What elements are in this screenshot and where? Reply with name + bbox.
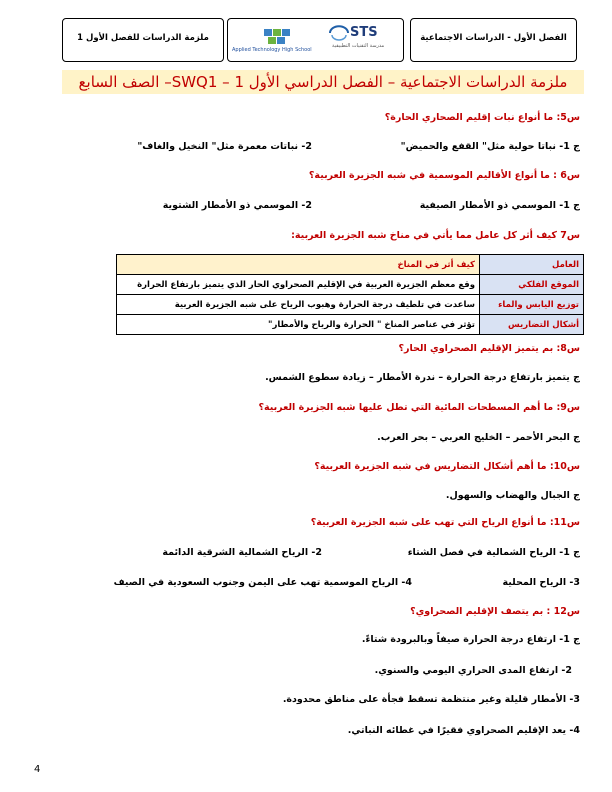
table-header-effect: كيف أثر في المناخ bbox=[117, 255, 480, 275]
question-10: س10: ما أهم أشكال التضاريس في شبه الجزيرة العربية؟ bbox=[314, 461, 580, 472]
logo-blocks-icon bbox=[258, 27, 306, 45]
answer-9: ج البحر الأحمر – الخليج العربي – بحر العرب. bbox=[377, 432, 580, 443]
table-cell-factor: أشكال التضاريس bbox=[480, 315, 584, 335]
school-logo-icon bbox=[258, 27, 306, 45]
table-row bbox=[117, 315, 584, 335]
table-header-row bbox=[117, 255, 584, 275]
page-number: 4 bbox=[34, 764, 41, 775]
table-cell-factor: الموقع الفلكي bbox=[480, 275, 584, 295]
question-11: س11: ما أنواع الرياح التي تهب على شبه الجزيرة العربية؟ bbox=[310, 517, 580, 528]
answer-11-1: ج 1- الرياح الشمالية في فصل الشتاء bbox=[407, 547, 580, 558]
document-title-banner: ملزمة الدراسات الاجتماعية – الفصل الدراسي الأول 1 – SWQ1– الصف السابع bbox=[62, 70, 584, 94]
answer-12-3: 3- الأمطار قليلة وغير منتظمة تسقط فجأة على مناطق محدودة. bbox=[282, 694, 580, 705]
answer-11-2: 2- الرياح الشمالية الشرقية الدائمة bbox=[162, 547, 322, 558]
answer-5-2: 2- نباتات معمرة مثل" النخيل والغاف" bbox=[137, 141, 312, 152]
sts-logo-subtitle: مدرسة التقنيات التطبيقية bbox=[332, 43, 385, 49]
question-12: س12 : بم يتصف الإقليم الصحراوي؟ bbox=[410, 606, 580, 617]
question-5: س5: ما أنواع نبات إقليم الصحاري الحارة؟ bbox=[384, 112, 580, 123]
table-cell-effect: وقع معظم الجزيرة العربية في الإقليم الصحراوي الحار الذي يتميز بارتفاع الحرارة bbox=[117, 275, 480, 295]
header-left-title: ملزمة الدراسات للفصل الأول 1 bbox=[77, 33, 209, 43]
answer-5-1: ج 1- نباتا حولية مثل" القفع والحميض" bbox=[400, 141, 580, 152]
answer-11-3: 3- الرياح المحلية bbox=[502, 577, 580, 588]
answer-10: ج الجبال والهضاب والسهول. bbox=[445, 490, 580, 501]
climate-factors-table bbox=[116, 254, 584, 335]
question-9: س9: ما أهم المسطحات المائية التي تطل عليها شبه الجزيرة العربية؟ bbox=[258, 402, 580, 413]
table-row bbox=[117, 275, 584, 295]
question-8: س8: بم يتميز الإقليم الصحراوي الحار؟ bbox=[398, 343, 580, 354]
answer-12-2: 2- ارتفاع المدى الحراري اليومي والسنوي. bbox=[374, 665, 572, 676]
answer-12-4: 4- يعد الإقليم الصحراوي فقيرًا في غطائه النباتي. bbox=[347, 725, 580, 736]
answer-12-1: ج 1- ارتفاع درجة الحرارة صيفاً وبالبرودة شتاءً. bbox=[361, 634, 580, 645]
sts-logo-text: STS bbox=[350, 25, 378, 40]
table-header-factor: العامل bbox=[480, 255, 584, 275]
table-cell-factor: توزيع اليابس والماء bbox=[480, 295, 584, 315]
table-row bbox=[117, 295, 584, 315]
answer-6-2: 2- الموسمي ذو الأمطار الشتوية bbox=[162, 200, 312, 211]
table-cell-effect: تؤثر في عناصر المناخ " الحرارة والرياح والأمطار" bbox=[117, 315, 480, 335]
answer-8: ج يتميز بارتفاع درجة الحرارة – ندرة الأمطار – زيادة سطوع الشمس. bbox=[265, 372, 580, 383]
question-6: س6 : ما أنواع الأقاليم الموسمية في شبه الجزيرة العربية؟ bbox=[308, 170, 580, 181]
header-logos bbox=[227, 18, 404, 62]
sts-logo-icon bbox=[328, 25, 350, 45]
header-right-box bbox=[410, 18, 577, 62]
table-cell-effect: ساعدت في تلطيف درجة الحرارة وهبوب الرياح على شبه الجزيرة العربية bbox=[117, 295, 480, 315]
answer-6-1: ج 1- الموسمي ذو الأمطار الصيفية bbox=[419, 200, 580, 211]
header-left-box bbox=[62, 18, 224, 62]
header-right-title: الفصل الأول - الدراسات الاجتماعية bbox=[420, 33, 567, 43]
question-7: س7 كيف أثر كل عامل مما يأتي في مناخ شبه الجزيرة العربية: bbox=[291, 230, 580, 241]
answer-11-4: 4- الرياح الموسمية تهب على اليمن وجنوب السعودية في الصيف bbox=[113, 577, 412, 588]
school-name: Applied Technology High School bbox=[232, 47, 312, 53]
